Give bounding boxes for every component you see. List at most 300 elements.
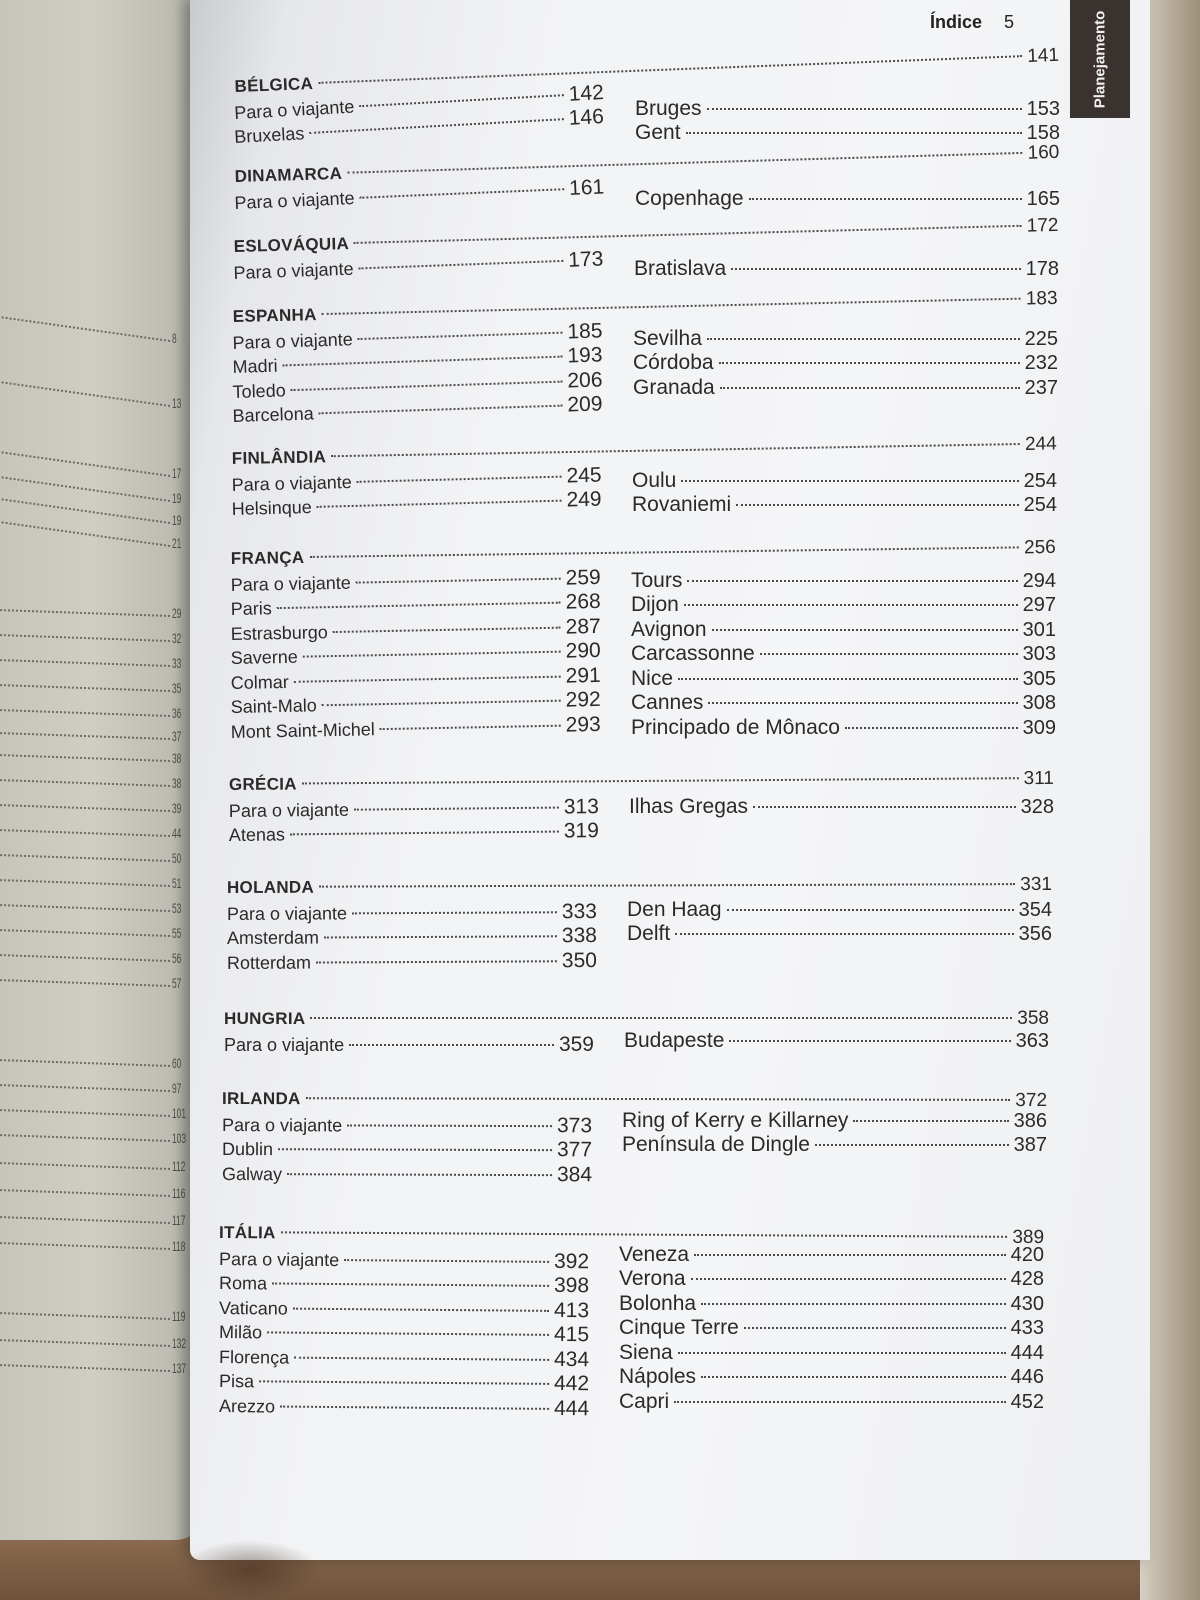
left-page-number: 53 (172, 900, 182, 916)
left-page-number: 117 (172, 1212, 186, 1228)
left-page-number: 39 (172, 800, 182, 816)
toc-entry-title: Arezzo (219, 1395, 276, 1416)
left-page-leader (0, 659, 170, 667)
leader-dots (707, 338, 1020, 340)
country-name: DINAMARCA (234, 163, 343, 187)
leader-dots (720, 387, 1020, 389)
toc-entry (631, 667, 1056, 691)
toc-entry (222, 1137, 592, 1162)
country-name: ESPANHA (232, 305, 317, 327)
toc-entry (219, 1394, 589, 1421)
leader-dots (753, 806, 1016, 808)
country-heading (224, 1008, 1049, 1030)
leader-dots (344, 1259, 549, 1263)
toc-entry-page-number: 356 (1018, 923, 1052, 945)
leader-dots (681, 480, 1018, 482)
left-page-number: 19 (172, 490, 182, 506)
leader-dots (357, 475, 562, 482)
toc-entry-page-number: 293 (565, 712, 601, 737)
left-page-number: 38 (172, 775, 182, 791)
section-tab-label: Planejamento (1091, 10, 1109, 108)
toc-entry-page-number: 232 (1024, 352, 1058, 374)
left-page-leader (0, 1339, 170, 1347)
toc-entry-title: Colmar (230, 671, 289, 693)
toc-entry-title: Península de Dingle (622, 1133, 810, 1156)
toc-entry-title: Para o viajante (224, 1034, 345, 1055)
toc-entry-page-number: 333 (561, 899, 597, 923)
left-page-leader (0, 1364, 170, 1372)
toc-entry-page-number: 254 (1023, 494, 1057, 516)
toc-entry-title: Milão (219, 1322, 263, 1343)
toc-entry (229, 819, 599, 847)
toc-entry-title: Estrasburgo (230, 621, 329, 644)
toc-entry-page-number: 237 (1024, 376, 1058, 399)
toc-entry (622, 1133, 1047, 1157)
country-page-number: 172 (1026, 214, 1059, 237)
left-page-number: 37 (172, 728, 182, 744)
leader-dots (853, 1120, 1008, 1122)
toc-entry-title: Helsinque (231, 496, 312, 520)
left-page-leader (2, 521, 171, 547)
toc-entry-page-number: 173 (567, 246, 604, 272)
country-page-number: 244 (1024, 433, 1057, 455)
toc-entry-title: Rotterdam (226, 952, 312, 973)
left-page-leader (0, 1312, 170, 1320)
left-page-number: 21 (172, 535, 182, 551)
toc-entry-title: Delft (627, 922, 671, 945)
running-head-title: Índice (930, 12, 983, 32)
leader-dots (277, 602, 561, 609)
toc-entry (224, 1033, 594, 1057)
toc-entry-title: Para o viajante (222, 1114, 343, 1135)
left-page-leader (2, 316, 171, 342)
country-page-number: 256 (1023, 536, 1056, 559)
left-page-leader (2, 451, 171, 477)
toc-entry-title: Roma (219, 1273, 268, 1294)
toc-entry-page-number: 297 (1022, 594, 1056, 616)
leader-dots (359, 259, 564, 269)
toc-entry-title: Mont Saint-Michel (230, 718, 375, 742)
toc-entry-title: Atenas (228, 824, 286, 846)
toc-entry (633, 327, 1058, 351)
toc-entry-page-number: 153 (1026, 97, 1060, 120)
toc-entry-page-number: 446 (1010, 1366, 1044, 1388)
running-head (930, 12, 1014, 33)
toc-entry (633, 376, 1058, 400)
toc-entry-page-number: 165 (1026, 187, 1060, 210)
toc-entry-page-number: 290 (565, 638, 601, 663)
toc-entry-title: Pisa (219, 1371, 255, 1392)
toc-entry (219, 1296, 589, 1323)
leader-dots (352, 911, 557, 914)
left-page-number: 36 (172, 705, 182, 721)
left-page-leader (0, 929, 170, 937)
left-page-leader (0, 634, 170, 642)
country-page-number: 372 (1015, 1089, 1048, 1112)
toc-entry-page-number: 387 (1013, 1134, 1047, 1156)
leader-dots (729, 1040, 1010, 1042)
toc-entry (622, 1109, 1047, 1133)
left-page-number: 33 (172, 655, 182, 671)
toc-entry-title: Nice (631, 666, 674, 690)
toc-entry (222, 1113, 592, 1138)
toc-entry-page-number: 444 (1010, 1341, 1044, 1364)
leader-dots (749, 198, 1022, 200)
toc-entry-title: Para o viajante (228, 799, 350, 821)
toc-entry-title: Bruxelas (233, 123, 305, 148)
left-page-leader (0, 779, 170, 787)
toc-entry-title: Avignon (631, 617, 707, 641)
left-page-leader (2, 476, 171, 502)
toc-entry-title: Sevilha (633, 326, 702, 350)
toc-entry-page-number: 291 (565, 663, 601, 688)
toc-entry-page-number: 433 (1010, 1317, 1044, 1339)
toc-entry-page-number: 373 (556, 1113, 593, 1137)
toc-entry-page-number: 245 (566, 463, 602, 488)
country-page-number: 183 (1025, 287, 1058, 310)
toc-entry-page-number: 225 (1024, 327, 1058, 350)
left-page-number: 32 (172, 630, 182, 646)
leader-dots (719, 362, 1020, 364)
leader-dots (736, 504, 1018, 506)
left-page-number: 116 (172, 1185, 186, 1201)
leader-dots (310, 1017, 1012, 1019)
toc-entry (227, 924, 597, 950)
toc-entry-page-number: 444 (553, 1396, 590, 1420)
toc-entry (635, 187, 1060, 211)
leader-dots (707, 108, 1022, 110)
toc-entry (227, 900, 597, 926)
hand-shadow (180, 1540, 320, 1600)
country-name: IRLANDA (222, 1089, 301, 1109)
toc-entry-page-number: 313 (563, 794, 599, 818)
toc-entry (229, 795, 599, 823)
leader-dots (701, 1303, 1006, 1305)
leader-dots (319, 883, 1015, 888)
leader-dots (349, 1044, 554, 1046)
country-name: HUNGRIA (224, 1009, 306, 1028)
toc-entry-page-number: 185 (567, 318, 603, 343)
leader-dots (760, 653, 1018, 655)
toc-entry (219, 1320, 589, 1347)
leader-dots (678, 1352, 1006, 1354)
toc-entry-page-number: 142 (568, 80, 605, 106)
left-page-number: 29 (172, 605, 182, 621)
left-page-leader (0, 609, 170, 617)
leader-dots (280, 1405, 549, 1409)
toc-entry-title: Granada (633, 375, 715, 399)
toc-entry-title: Toledo (232, 379, 286, 402)
left-page-leader (0, 954, 170, 962)
leader-dots (727, 909, 1014, 911)
toc-entry-title: Capri (619, 1389, 670, 1413)
toc-entry-title: Galway (222, 1163, 283, 1184)
left-page-number: 57 (172, 975, 182, 991)
left-page-leader (0, 904, 170, 912)
toc-entry-title: Para o viajante (231, 471, 352, 495)
toc-entry-page-number: 305 (1022, 667, 1056, 690)
leader-dots (306, 1097, 1011, 1101)
toc-entry-title: Gent (635, 121, 681, 144)
toc-entry-page-number: 158 (1026, 122, 1060, 144)
toc-entry-page-number: 430 (1010, 1292, 1044, 1315)
toc-entry-page-number: 338 (561, 924, 597, 948)
country-page-number: 311 (1023, 767, 1054, 790)
toc-entry-page-number: 384 (556, 1162, 593, 1186)
toc-entry-title: Rovaniemi (632, 493, 732, 516)
toc-entry (631, 593, 1056, 617)
left-page-number: 55 (172, 925, 182, 941)
toc-entry-page-number: 254 (1023, 469, 1057, 492)
toc-entry-title: Saverne (230, 646, 298, 669)
left-page-leader (2, 381, 171, 407)
country-page-number: 160 (1027, 141, 1060, 164)
toc-entry-title: Cinque Terre (619, 1316, 739, 1339)
toc-entry-title: Ring of Kerry e Killarney (622, 1108, 849, 1132)
toc-entry-title: Para o viajante (233, 258, 354, 283)
left-page-number: 17 (172, 465, 182, 481)
toc-entry-title: Amsterdam (226, 927, 320, 948)
left-page-number: 35 (172, 680, 182, 696)
toc-entry (631, 569, 1056, 593)
country-name: ESLOVÁQUIA (233, 234, 350, 257)
toc-entry-title: Florença (219, 1346, 290, 1368)
toc-entry (619, 1243, 1044, 1267)
toc-entry (635, 97, 1060, 121)
toc-entry-title: Bratislava (634, 256, 727, 280)
country-page-number: 141 (1026, 44, 1060, 67)
toc-entry-page-number: 452 (1010, 1390, 1044, 1413)
toc-entry-title: Paris (230, 598, 272, 620)
leader-dots (712, 629, 1018, 631)
left-page-leader (0, 1134, 170, 1142)
toc-entry (619, 1341, 1044, 1365)
left-page-leader (0, 684, 170, 692)
leader-dots (358, 331, 563, 339)
toc-entry-page-number: 377 (556, 1138, 593, 1162)
toc-entry-page-number: 308 (1022, 692, 1056, 714)
toc-entry-title: Vaticano (219, 1297, 288, 1319)
toc-entry (633, 351, 1058, 375)
left-page-leader (0, 709, 170, 717)
toc-entry-page-number: 292 (565, 687, 601, 712)
leader-dots (744, 1327, 1006, 1329)
toc-entry-page-number: 209 (567, 392, 603, 417)
toc-entry-page-number: 319 (563, 819, 599, 843)
leader-dots (293, 1307, 549, 1311)
toc-entry-page-number: 420 (1010, 1243, 1044, 1266)
toc-entry-page-number: 413 (553, 1298, 590, 1322)
toc-entry-title: Principado de Mônaco (631, 715, 840, 739)
toc-entry (619, 1316, 1044, 1340)
leader-dots (309, 546, 1019, 558)
toc-entry-page-number: 328 (1020, 795, 1054, 818)
toc-entry (627, 922, 1052, 946)
toc-entry (219, 1271, 589, 1298)
toc-entry-title: Para o viajante (234, 187, 355, 213)
left-page-number: 119 (172, 1308, 186, 1324)
left-page-number: 97 (172, 1080, 182, 1096)
toc-entry (222, 1162, 592, 1187)
left-page-leader (0, 979, 170, 987)
toc-entry (227, 949, 597, 975)
left-page-number: 56 (172, 950, 182, 966)
leader-dots (309, 118, 564, 134)
toc-entry-title: Barcelona (232, 403, 314, 427)
leader-dots (333, 626, 561, 632)
running-head-page-number: 5 (1004, 12, 1015, 32)
leader-dots (322, 700, 561, 707)
leader-dots (324, 935, 557, 938)
left-page (0, 0, 205, 1540)
leader-dots (283, 356, 563, 367)
country-name: ITÁLIA (219, 1223, 276, 1243)
leader-dots (356, 577, 561, 583)
leader-dots (708, 702, 1017, 704)
left-page-leader (0, 804, 170, 812)
left-page-number: 8 (172, 330, 177, 346)
country-page-number: 358 (1017, 1008, 1049, 1029)
toc-entry-page-number: 434 (553, 1347, 590, 1371)
leader-dots (380, 724, 561, 729)
leader-dots (694, 1254, 1006, 1256)
leader-dots (331, 443, 1020, 457)
toc-entry (219, 1369, 589, 1396)
toc-entry-page-number: 309 (1022, 716, 1056, 739)
toc-entry-page-number: 359 (558, 1032, 594, 1056)
left-page-number: 60 (172, 1055, 182, 1071)
left-page-leader (0, 732, 170, 740)
leader-dots (290, 831, 559, 836)
toc-entry-title: Dublin (222, 1139, 274, 1160)
country-page-number: 389 (1012, 1226, 1045, 1249)
left-page-leader (0, 754, 170, 762)
toc-entry-title: Tours (631, 568, 683, 592)
left-page-number: 19 (172, 512, 182, 528)
leader-dots (686, 132, 1022, 134)
toc-entry-page-number: 350 (561, 948, 597, 972)
leader-dots (259, 1380, 549, 1385)
toc-entry-title: Córdoba (633, 351, 714, 374)
toc-entry (632, 493, 1057, 517)
toc-entry-page-number: 161 (568, 175, 605, 200)
leader-dots (303, 651, 561, 658)
toc-entry (619, 1390, 1044, 1414)
toc-entry-page-number: 193 (567, 343, 603, 368)
toc-entry-title: Dijon (631, 593, 679, 616)
leader-dots (272, 1282, 549, 1286)
toc-entry-page-number: 398 (553, 1273, 590, 1298)
leader-dots (294, 1356, 549, 1360)
leader-dots (684, 604, 1018, 606)
left-page-number: 118 (172, 1238, 186, 1254)
toc-entry-title: Saint-Malo (230, 695, 317, 718)
toc-entry-title: Nápoles (619, 1365, 697, 1388)
leader-dots (674, 1401, 1005, 1403)
left-page-number: 50 (172, 850, 182, 866)
leader-dots (294, 675, 561, 682)
left-page-number: 132 (172, 1335, 187, 1351)
toc-entry-page-number: 301 (1022, 618, 1056, 641)
left-page-number: 101 (172, 1105, 187, 1121)
left-page-number: 103 (172, 1130, 187, 1146)
toc-entry (619, 1292, 1044, 1316)
toc-entry-title: Para o viajante (230, 572, 352, 595)
toc-entry-page-number: 363 (1015, 1029, 1049, 1052)
toc-entry-title: Carcassonne (631, 642, 755, 665)
leader-dots (687, 580, 1017, 582)
toc-entry-page-number: 442 (553, 1371, 590, 1396)
leader-dots (319, 405, 563, 415)
leader-dots (281, 1231, 1008, 1237)
leader-dots (678, 678, 1018, 680)
toc-entry (635, 121, 1060, 145)
leader-dots (691, 1278, 1006, 1280)
left-page-leader (0, 829, 170, 837)
toc-entry-page-number: 392 (553, 1249, 590, 1273)
toc-entry-page-number: 206 (567, 367, 603, 392)
toc-entry-title: Madri (232, 355, 278, 378)
toc-entry-title: Oulu (632, 468, 677, 492)
left-page-leader (0, 854, 170, 862)
left-page-leader (0, 1059, 170, 1067)
country-name: HOLANDA (226, 877, 315, 897)
leader-dots (267, 1331, 549, 1335)
toc-entry (219, 1247, 589, 1274)
leader-dots (359, 94, 564, 107)
toc-entry (632, 469, 1057, 493)
country-name: GRÉCIA (228, 774, 297, 795)
left-page-leader (2, 498, 171, 524)
toc-entry (631, 716, 1056, 740)
toc-entry-title: Budapeste (624, 1028, 725, 1052)
left-page-leader (0, 1109, 170, 1117)
leader-dots (359, 188, 564, 199)
country-name: FRANÇA (230, 548, 305, 569)
country-heading (227, 874, 1052, 899)
toc-entry-title: Copenhage (635, 186, 744, 210)
left-page-leader (0, 1162, 170, 1170)
section-tab (1070, 0, 1130, 118)
leader-dots (347, 1124, 552, 1127)
toc-entry-page-number: 428 (1010, 1268, 1044, 1290)
leader-dots (354, 806, 559, 810)
leader-dots (845, 727, 1018, 729)
left-page-leader (0, 1189, 170, 1197)
left-page-leader (0, 879, 170, 887)
country-name: FINLÂNDIA (231, 447, 327, 469)
toc-entry-page-number: 415 (553, 1322, 590, 1347)
toc-entry (619, 1365, 1044, 1389)
leader-dots (287, 1173, 552, 1176)
toc-entry-title: Cannes (631, 691, 704, 714)
left-page-number: 51 (172, 875, 182, 891)
toc-entry (634, 257, 1059, 281)
toc-entry (219, 1345, 589, 1372)
left-page-number: 38 (172, 750, 182, 766)
toc-entry-page-number: 294 (1022, 569, 1056, 592)
left-page-number: 137 (172, 1360, 187, 1376)
toc-entry-title: Para o viajante (219, 1248, 340, 1270)
leader-dots (291, 380, 563, 391)
toc-entry-title: Den Haag (627, 897, 722, 921)
toc-entry (631, 618, 1056, 642)
toc-entry-title: Siena (619, 1340, 673, 1364)
left-page-number: 13 (172, 395, 182, 411)
toc-entry (631, 642, 1056, 666)
left-page-number: 44 (172, 825, 182, 841)
toc-entry-title: Para o viajante (232, 328, 353, 353)
